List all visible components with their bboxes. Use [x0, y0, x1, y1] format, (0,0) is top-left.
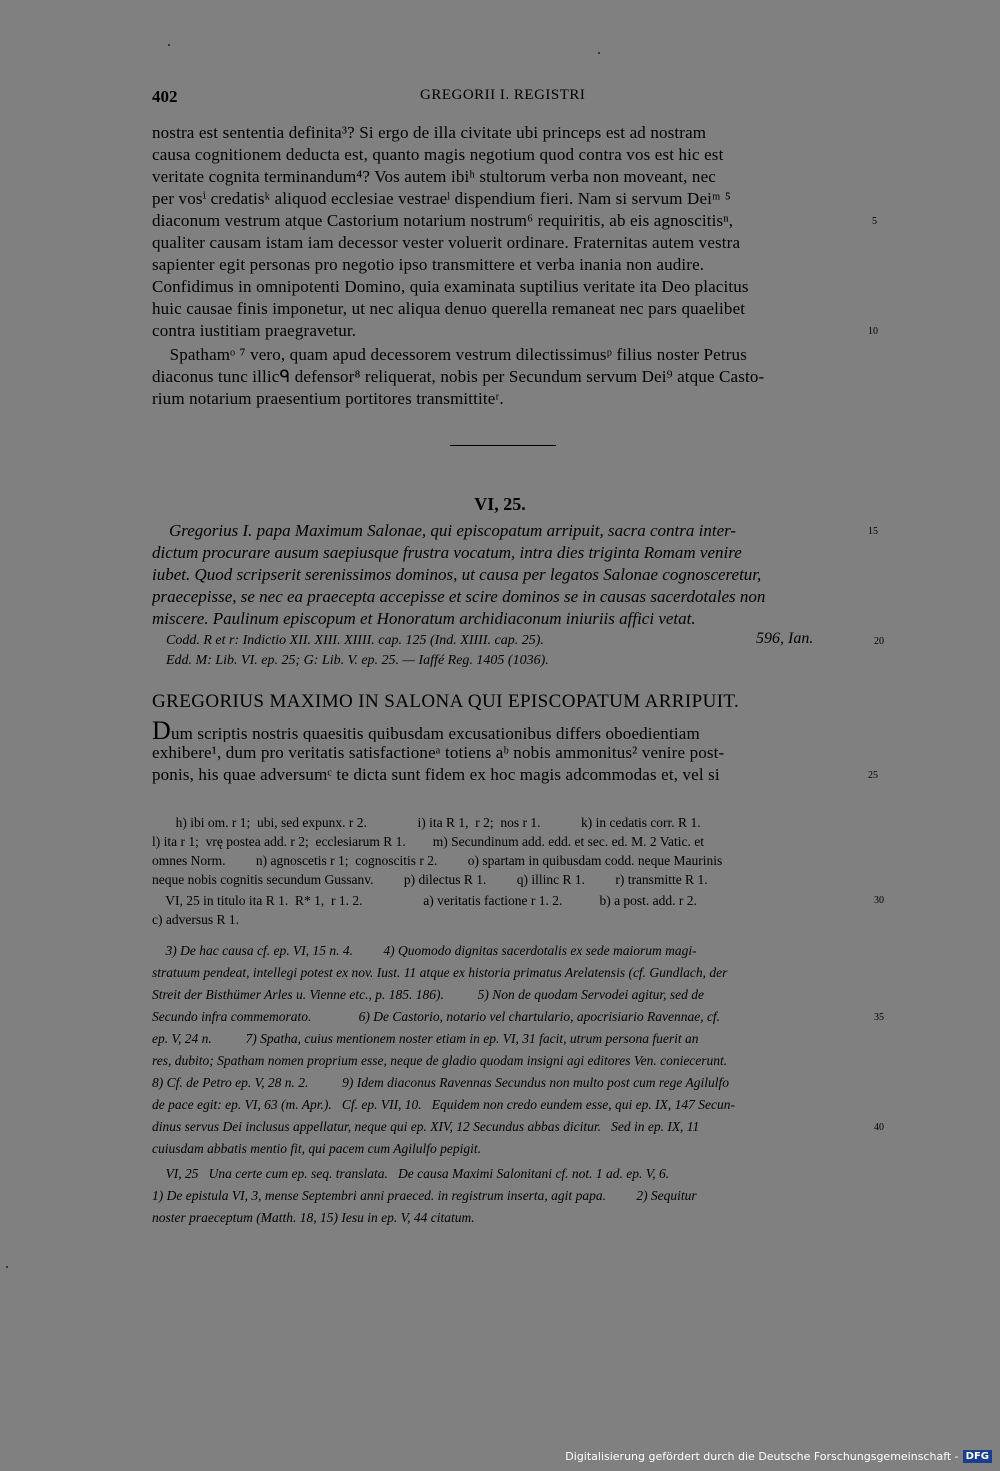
text-line	[152, 720, 854, 742]
summary-line: iubet. Quod scripserit serenissimos dominos, ut causa per legatos Salonae cognosceretur,	[152, 565, 762, 584]
footnote-line: Streit der Bisthümer Arles u. Vienne etc., p. 185. 186). 5) Non de quodam Servodei agitur, sed de	[152, 987, 705, 1002]
text-line: diaconus tunc illicᑫ defensor⁸ reliquerat, nobis per Secundum servum Dei⁹ atque Casto-	[152, 367, 765, 386]
line-number: 5	[872, 216, 877, 227]
footnote-line: res, dubito; Spatham nomen proprium esse, neque de gladio quodam insigni agi editores Ven. coniecerunt.	[152, 1053, 728, 1068]
note-line: 1) De epistula VI, 3, mense Septembri anni praeced. in registrum inserta, agit papa. 2) Sequitur	[152, 1188, 697, 1203]
scan-speck	[6, 1266, 8, 1268]
apparatus-line: c) adversus R 1.	[152, 912, 239, 927]
text-line: qualiter causam istam iam decessor vester voluerit ordinare. Fraternitas autem vestra	[152, 233, 741, 252]
note-line: noster praeceptum (Matth. 18, 15) Iesu in ep. V, 44 citatum.	[152, 1210, 475, 1225]
line-number: 35	[874, 1012, 884, 1023]
funding-notice	[565, 1450, 992, 1463]
text-line: contra iustitiam praegravetur.	[152, 321, 357, 340]
letter-date: 596, Ian.	[756, 630, 814, 647]
line-number: 20	[874, 636, 884, 647]
text-line: exhibere¹, dum pro veritatis satisfactioneᵃ totiens aᵇ nobis ammonitus² venire post-	[152, 743, 725, 762]
line-number: 40	[874, 1122, 884, 1133]
codices-line: Codd. R et r: Indictio XII. XIII. XIIII. cap. 125 (Ind. XIIII. cap. 25).	[152, 633, 544, 648]
apparatus-line: neque nobis cognitis secundum Gussanv. p) dilectus R 1. q) illinc R 1. r) transmitte R 1.	[152, 872, 708, 887]
apparatus-line: omnes Norm. n) agnoscetis r 1; cognoscitis r 2. o) spartam in quibusdam codd. neque Maurinis	[152, 853, 723, 868]
text-span: um scriptis nostris quaesitis quibusdam excusationibus differs oboedientiam	[170, 724, 700, 742]
footnote-line: stratuum pendeat, intellegi potest ex nov. Iust. 11 atque ex historia primatus Arelatensis (cf. Gundlach, der	[152, 965, 728, 980]
letter-title: GREGORIUS MAXIMO IN SALONA QUI EPISCOPATUM ARRIPUIT.	[152, 691, 740, 712]
text-line: nostra est sententia definita³? Si ergo de illa civitate ubi princeps est ad nostram	[152, 123, 707, 142]
apparatus-line: h) ibi om. r 1; ubi, sed expunx. r 2. i) ita R 1, r 2; nos r 1. k) in cedatis corr. R 1.	[152, 815, 701, 830]
text-line: causa cognitionem deducta est, quanto magis negotium quod contra vos est hic est	[152, 145, 724, 164]
text-line: veritate cognita terminandum⁴? Vos autem ibiʰ stultorum verba non moveant, nec	[152, 167, 716, 186]
text-line: ponis, his quae adversumᶜ te dicta sunt fidem ex hoc magis adcommodas et, vel si	[152, 765, 720, 784]
text-line: per vosⁱ credatisᵏ aliquod ecclesiae vestraeˡ dispendium fieri. Nam si servum Deiᵐ ⁵	[152, 189, 731, 208]
running-title: GREGORII I. REGISTRI	[420, 87, 586, 103]
section-number: VI, 25.	[474, 494, 526, 514]
footnote-line: dinus servus Dei inclusus appellatur, neque qui ep. XIV, 12 Secundus abbas dicitur. Sed in ep. IX, 11	[152, 1119, 700, 1134]
footnote-line: ep. V, 24 n. 7) Spatha, cuius mentionem noster etiam in ep. VI, 31 facit, utrum persona fuerit an	[152, 1031, 699, 1046]
section-divider	[450, 445, 556, 446]
text-line: sapienter egit personas pro negotio ipso transmittere et verba inania non audire.	[152, 255, 705, 274]
line-number: 30	[874, 895, 884, 906]
page-number: 402	[152, 87, 178, 106]
scan-speck	[598, 52, 600, 54]
text-line: rium notarium praesentium portitores transmittiteʳ.	[152, 389, 504, 408]
text-line: Spathamᵒ ⁷ vero, quam apud decessorem vestrum dilectissimusᵖ filius noster Petrus	[152, 345, 747, 364]
funding-text: Digitalisierung gefördert durch die Deutsche Forschungsgemeinschaft -	[565, 1450, 959, 1463]
line-number: 10	[868, 326, 878, 337]
note-line: VI, 25 Una certe cum ep. seq. translata. De causa Maximi Salonitani cf. not. 1 ad. ep. V, 6.	[152, 1166, 670, 1181]
summary-line: dictum procurare ausum saepiusque frustra vocatum, intra dies triginta Romam venire	[152, 543, 742, 562]
summary-line: praecepisse, se nec ea praecepta accepisse et scire dominos se in causas sacerdotales non	[152, 587, 766, 606]
editions-line: Edd. M: Lib. VI. ep. 25; G: Lib. V. ep. 25. — Iaffé Reg. 1405 (1036).	[152, 653, 549, 668]
text-line: diaconum vestrum atque Castorium notarium nostrum⁶ requiritis, ab eis agnoscitisⁿ,	[152, 211, 734, 230]
apparatus-line: VI, 25 in titulo ita R 1. R* 1, r 1. 2. a) veritatis factione r 1. 2. b) a post. add. r 2.	[152, 893, 697, 908]
scan-speck	[168, 44, 170, 46]
footnote-line: 3) De hac causa cf. ep. VI, 15 n. 4. 4) Quomodo dignitas sacerdotalis ex sede maiorum magi-	[152, 943, 697, 958]
text-line: Confidimus in omnipotenti Domino, quia examinata suptilius veritate ita Deo placitus	[152, 277, 749, 296]
apparatus-line: l) ita r 1; vrę postea add. r 2; ecclesiarum R 1. m) Secundinum add. edd. et sec. ed. M. 2 Vatic. et	[152, 834, 704, 849]
drop-cap: D	[152, 720, 171, 742]
line-number: 25	[868, 770, 878, 781]
summary-line: miscere. Paulinum episcopum et Honoratum archidiaconum iniuriis affici vetat.	[152, 609, 696, 628]
dfg-logo-icon: DFG	[963, 1450, 992, 1463]
footnote-line: 8) Cf. de Petro ep. V, 28 n. 2. 9) Idem diaconus Ravennas Secundus non multo post cum rege Agilulfo	[152, 1075, 730, 1090]
summary-line: Gregorius I. papa Maximum Salonae, qui episcopatum arripuit, sacra contra inter-	[152, 521, 737, 540]
footnote-line: de pace egit: ep. VI, 63 (m. Apr.). Cf. ep. VII, 10. Equidem non credo eundem esse, qui ep. IX, 147 Secun-	[152, 1097, 735, 1112]
footnote-line: cuiusdam abbatis mentio fit, qui pacem cum Agilulfo pepigit.	[152, 1141, 481, 1156]
footnote-line: Secundo infra commemorato. 6) De Castorio, notario vel chartulario, apocrisiario Ravennae, cf.	[152, 1009, 721, 1024]
text-line: huic causae finis imponetur, ut nec aliqua denuo querella remaneat nec pars quaelibet	[152, 299, 746, 318]
line-number: 15	[868, 526, 878, 537]
